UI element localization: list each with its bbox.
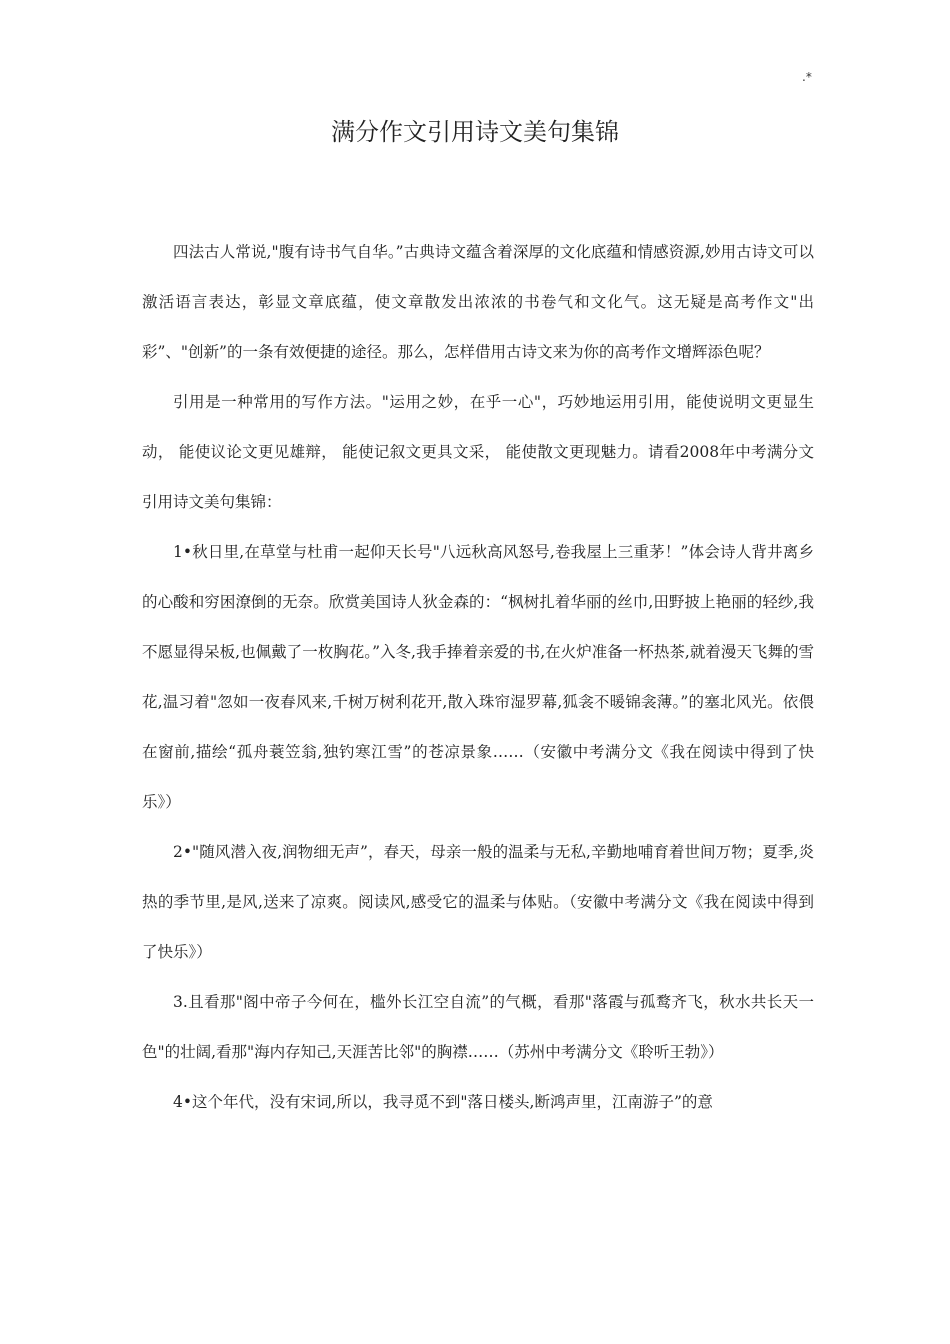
paragraph-example-4: 4•这个年代，没有宋词,所以，我寻觅不到"落日楼头,断鸿声里，江南游子”的意 (173, 1093, 713, 1111)
document-body (142, 227, 814, 1127)
paragraph-example-1: 1•秋日里,在草堂与杜甫一起仰天长号"八远秋高风怒号,卷我屋上三重茅！”体会诗人背井离乡的心酸和穷困潦倒的无奈。欣赏美国诗人狄金森的：“枫树扎着华丽的丝巾,田野披上艳丽的轻纱,我不愿显得呆板,也佩戴了一枚胸花。”入冬,我手捧着亲爱的书,在火炉准备一杯热茶,就着漫天飞舞的雪花,温习着"忽如一夜春风来,千树万树利花开,散入珠帘湿罗幕,狐衾不暖锦衾薄。”的塞北风光。依偎在窗前,描绘“孤舟蓑笠翁,独钓寒江雪”的苍凉景象……（安徽中考满分文《我在阅读中得到了快乐》） (142, 543, 814, 811)
paragraph-example-3: 3.且看那"阁中帝子今何在，槛外长江空自流”的气概，看那"落霞与孤鹜齐飞，秋水共长天一色"的壮阔,看那"海内存知己,天涯苦比邻"的胸襟……（苏州中考满分文《聆听王勃》） (142, 993, 814, 1061)
paragraph-example-2: 2•"随风潜入夜,润物细无声”，春天，母亲一般的温柔与无私,辛勤地哺育着世间万物；夏季,炎热的季节里,是风,送来了凉爽。阅读风,感受它的温柔与体贴。（安徽中考满分文《我在阅读中得到了快乐》） (142, 843, 814, 961)
paragraph-quotation-method: 引用是一种常用的写作方法。"运用之妙，在乎一心"，巧妙地运用引用，能使说明文更显生动， 能使议论文更见雄辩， 能使记叙文更具文采， 能使散文更现魅力。请看2008年中考满分文引用诗文美句集锦： (142, 393, 814, 511)
document-title: 满分作文引用诗文美句集锦 (331, 118, 619, 146)
corner-mark: .* (802, 70, 812, 84)
paragraph-intro: 四法古人常说,"腹有诗书气自华。”古典诗文蕴含着深厚的文化底蕴和情感资源,妙用古诗文可以激活语言表达，彰显文章底蕴，使文章散发出浓浓的书卷气和文化气。这无疑是高考作文"出彩”、"创新”的一条有效便捷的途径。那么，怎样借用古诗文来为你的高考作文增辉添色呢？ (142, 243, 814, 361)
